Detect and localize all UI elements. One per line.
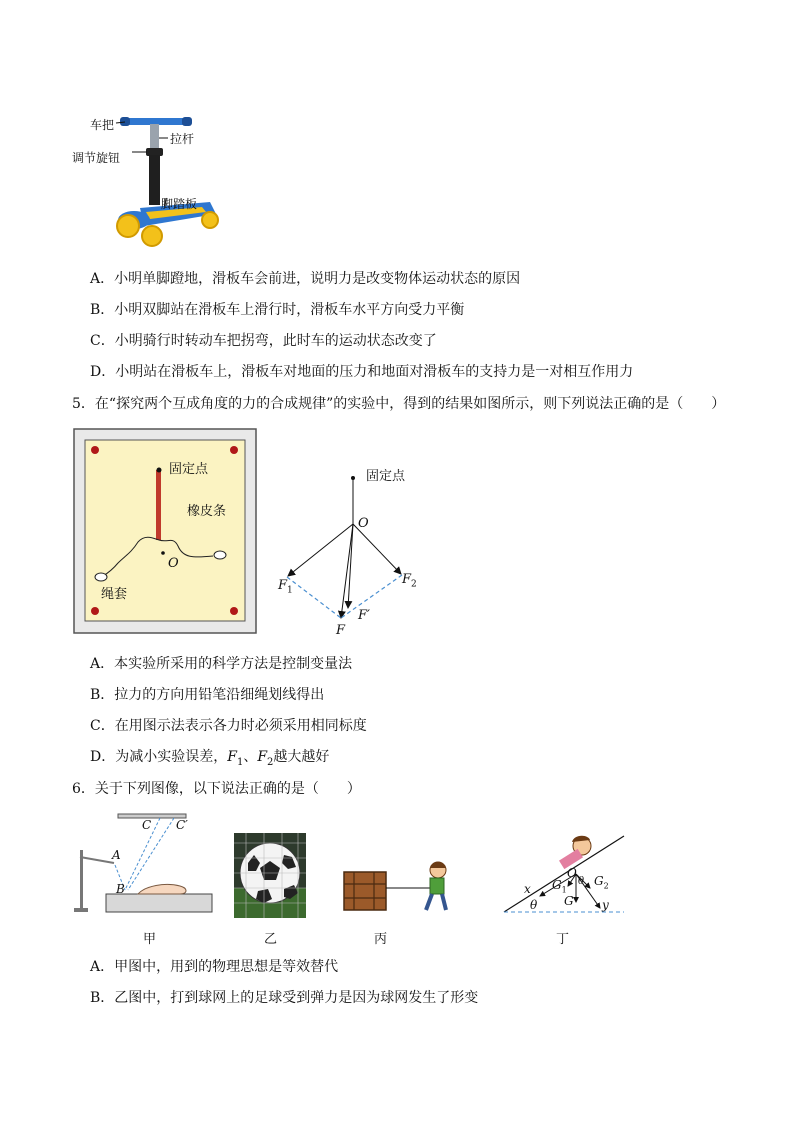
label-handle: 车把 (90, 118, 115, 132)
ding-label-o: O (567, 866, 577, 880)
force-diagram-svg (270, 460, 440, 640)
label-pull-rod: 拉杆 (170, 132, 195, 146)
q5-option-a: A．本实验所采用的科学方法是控制变量法 (90, 656, 353, 672)
board-label-point-o: O (168, 556, 179, 571)
scooter-figure (70, 108, 220, 253)
diagram-label-point-o: O (358, 516, 369, 531)
crate-pull-illustration (342, 860, 462, 920)
diagram-label-f2: $F_2$ (402, 572, 417, 590)
q6-figure-jia (70, 810, 215, 920)
diagram-label-f: F (336, 623, 346, 638)
q4-option-a: A．小明单脚蹬地，滑板车会前进，说明力是改变物体运动状态的原因 (90, 271, 521, 287)
q6-figure-bing (342, 860, 462, 920)
q6-option-b: B．乙图中，打到球网上的足球受到弹力是因为球网发生了形变 (90, 990, 479, 1006)
q6-figure-yi (234, 833, 306, 918)
q5-option-d: D．为减小实验误差，$F_1$、$F_2$越大越好 (90, 749, 330, 768)
q6-stem: 6．关于下列图像，以下说法正确的是（ ） (72, 781, 361, 797)
q5-option-c: C．在用图示法表示各力时必须采用相同标度 (90, 718, 367, 734)
board-label-loop: 绳套 (101, 587, 128, 602)
diagram-label-fixed-point: 固定点 (366, 469, 406, 484)
q4-option-d: D．小明站在滑板车上，滑板车对地面的压力和地面对滑板车的支持力是一对相互作用力 (90, 364, 634, 380)
ding-label-g2: $G_2$ (594, 874, 609, 891)
label-pedal: 脚踏板 (161, 197, 198, 211)
board-label-rubber: 橡皮条 (187, 504, 227, 519)
jia-label-a: A (112, 848, 121, 862)
ding-label-y: y (602, 898, 609, 912)
board-illustration (73, 428, 257, 634)
jia-label-c-prime: C′ (176, 818, 188, 832)
q4-option-c: C．小明骑行时转动车把拐弯，此时车的运动状态改变了 (90, 333, 437, 349)
q5-option-b: B．拉力的方向用铅笔沿细绳划线得出 (90, 687, 325, 703)
ding-label-g1: $G_1$ (552, 878, 567, 895)
diagram-label-f1: $F_1$ (278, 578, 293, 596)
jia-label-c: C (142, 818, 152, 832)
caption-yi: 乙 (264, 932, 278, 947)
q6-option-a: A．甲图中，用到的物理思想是等效替代 (90, 959, 339, 975)
q5-stem: 5．在“探究两个互成角度的力的合成规律”的实验中，得到的结果如图所示，则下列说法正确的是（ ） (72, 396, 726, 412)
board-label-fixed-point: 固定点 (169, 462, 209, 477)
q4-option-b: B．小明双脚站在滑板车上滑行时，滑板车水平方向受力平衡 (90, 302, 465, 318)
ding-label-x: x (524, 882, 531, 896)
caption-ding: 丁 (556, 932, 570, 947)
q5-board-figure (73, 428, 257, 634)
diagram-label-f-prime: F′ (358, 608, 370, 623)
ding-label-g: G (564, 894, 574, 908)
jia-label-b: B (116, 882, 125, 896)
q6-figure-ding (500, 826, 630, 921)
caption-bing: 丙 (374, 932, 388, 947)
soccer-ball-image (234, 833, 306, 918)
q5-force-diagram (270, 460, 440, 640)
caption-jia: 甲 (143, 932, 157, 947)
label-knob: 调节旋钮 (72, 151, 121, 165)
ding-label-theta-top: θ (578, 876, 585, 887)
ding-label-theta: θ (530, 898, 538, 912)
